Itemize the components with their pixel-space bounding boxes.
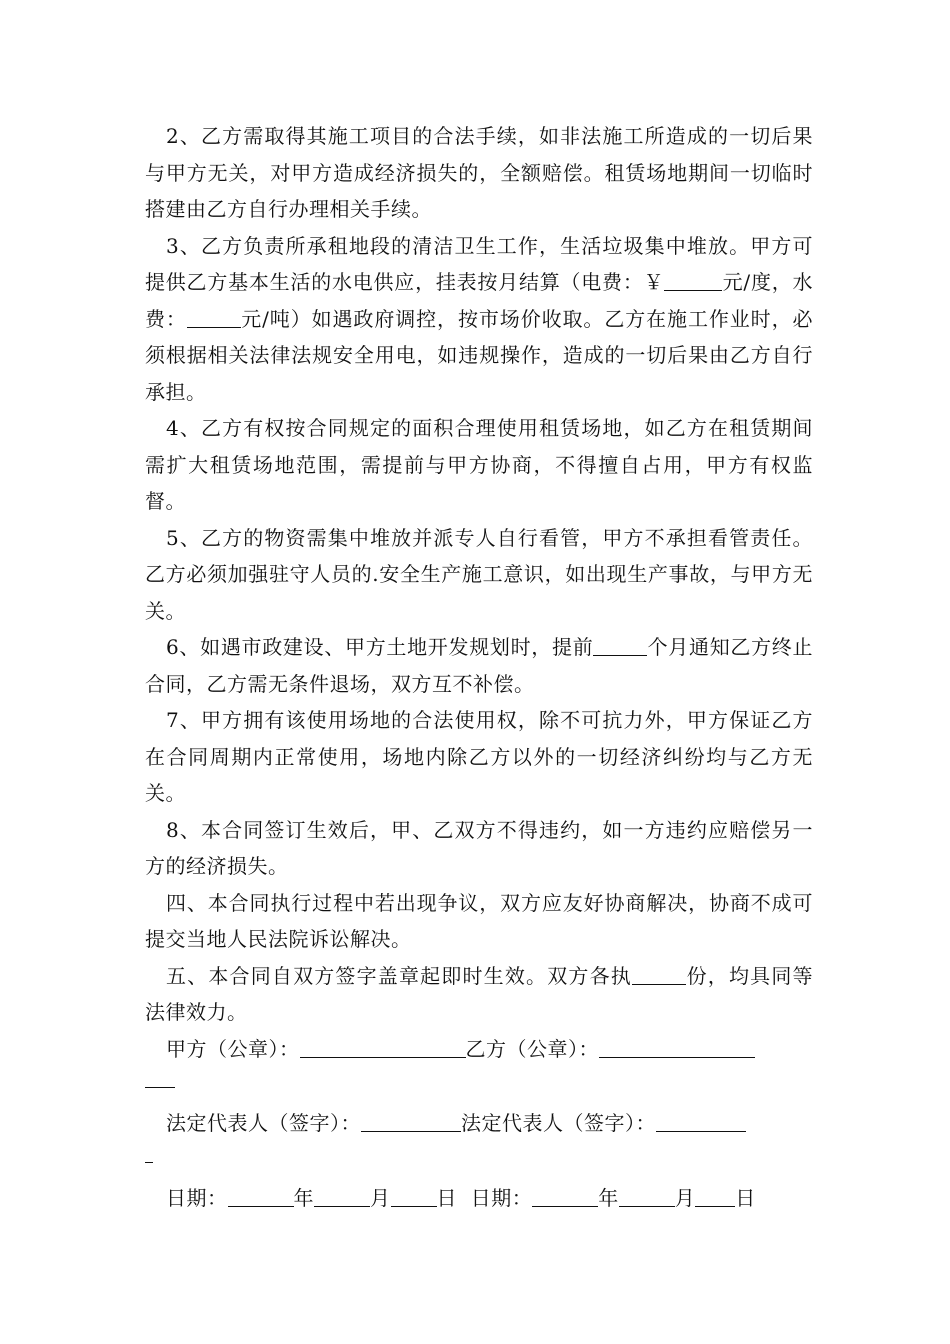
- clause-2-text: 2、乙方需取得其施工项目的合法手续，如非法施工所造成的一切后果与甲方无关，对甲方造成经济损失的，全额赔偿。租赁场地期间一切临时搭建由乙方自行办理相关手续。: [145, 124, 813, 221]
- section-5: [145, 958, 813, 1031]
- party-a-seal-label: 甲方（公章）：: [166, 1036, 300, 1061]
- party-b-rep-blank-wrap: [145, 1142, 153, 1163]
- party-b-month-label: 月: [674, 1185, 696, 1210]
- party-b-day-label: 日: [735, 1185, 756, 1210]
- date-line: [145, 1180, 813, 1217]
- party-a-year-label: 年: [293, 1185, 314, 1210]
- clause-4: [145, 410, 813, 520]
- clause-3-text-a: 3、乙方负责所承租地段的清洁卫生工作，生活垃圾集中堆放。甲方可提供乙方基本生活的水电供应，挂表按月结算（电费：￥: [145, 233, 813, 294]
- seal-line: [145, 1031, 813, 1068]
- clause-3-text-c: 元/吨）如遇政府调控，按市场价收取。乙方在施工作业时，必须根据相关法律法规安全用电，如违规操作，造成的一切后果由乙方自行承担。: [145, 306, 813, 404]
- party-a-date-label: 日期：: [166, 1185, 228, 1210]
- clause-5-text: 5、乙方的物资需集中堆放并派专人自行看管，甲方不承担看管责任。乙方必须加强驻守人员的.安全生产施工意识，如出现生产事故，与甲方无关。: [145, 525, 813, 623]
- party-a-day-label: 日: [436, 1185, 457, 1210]
- section-4: [145, 885, 813, 958]
- party-b-day-blank[interactable]: [695, 1186, 735, 1207]
- section-4-text: 四、本合同执行过程中若出现争议，双方应友好协商解决，协商不成可提交当地人民法院诉讼解决。: [145, 890, 813, 951]
- clause-7: [145, 702, 813, 812]
- clause-2: [145, 118, 813, 228]
- party-b-seal-label: 乙方（公章）：: [465, 1036, 599, 1061]
- party-a-day-blank[interactable]: [391, 1186, 437, 1207]
- party-b-date-label: 日期：: [470, 1185, 533, 1210]
- party-b-rep-label: 法定代表人（签字）：: [461, 1111, 656, 1135]
- contract-body: [145, 118, 813, 1216]
- section-5-text-a: 五、本合同自双方签字盖章起即时生效。双方各执: [166, 963, 632, 988]
- clause-8-text: 8、本合同签订生效后，甲、乙双方不得违约，如一方违约应赔偿另一方的经济损失。: [145, 817, 813, 878]
- clause-5: [145, 520, 813, 630]
- party-a-year-blank[interactable]: [228, 1186, 294, 1207]
- party-b-seal-blank[interactable]: [599, 1037, 755, 1058]
- party-b-seal-blank-wrap: [145, 1067, 175, 1088]
- water-fee-blank[interactable]: [187, 307, 241, 328]
- party-b-rep-blank[interactable]: [656, 1111, 746, 1132]
- representative-line-wrap: [145, 1142, 813, 1180]
- party-a-month-blank[interactable]: [314, 1186, 370, 1207]
- clause-6-text-a: 6、如遇市政建设、甲方土地开发规划时，提前: [166, 635, 594, 659]
- clause-4-text: 4、乙方有权按合同规定的面积合理使用租赁场地，如乙方在租赁期间需扩大租赁场地范围，需提前与甲方协商，不得擅自占用，甲方有权监督。: [145, 416, 813, 513]
- party-b-month-blank[interactable]: [619, 1186, 675, 1207]
- party-a-rep-label: 法定代表人（签字）：: [166, 1111, 361, 1135]
- party-b-year-blank[interactable]: [532, 1186, 598, 1207]
- clause-7-text: 7、甲方拥有该使用场地的合法使用权，除不可抗力外，甲方保证乙方在合同周期内正常使用，场地内除乙方以外的一切经济纠纷均与乙方无关。: [145, 708, 813, 805]
- clause-3-text-b: 元/度，水费：: [145, 270, 813, 331]
- party-a-month-label: 月: [370, 1185, 391, 1210]
- clause-6-text-b: 个月通知乙方终止合同，乙方需无条件退场，双方互不补偿。: [145, 635, 813, 696]
- copies-blank[interactable]: [632, 964, 686, 985]
- notice-months-blank[interactable]: [593, 635, 647, 656]
- party-a-rep-blank[interactable]: [361, 1111, 461, 1132]
- representative-line: [145, 1105, 813, 1142]
- seal-line-wrap: [145, 1067, 813, 1105]
- electricity-fee-blank[interactable]: [664, 270, 722, 291]
- party-a-seal-blank[interactable]: [300, 1037, 466, 1058]
- section-5-text-b: 份，均具同等法律效力。: [145, 963, 814, 1024]
- clause-8: [145, 812, 813, 885]
- clause-6: [145, 629, 813, 702]
- clause-3: [145, 228, 813, 411]
- party-b-year-label: 年: [598, 1185, 619, 1210]
